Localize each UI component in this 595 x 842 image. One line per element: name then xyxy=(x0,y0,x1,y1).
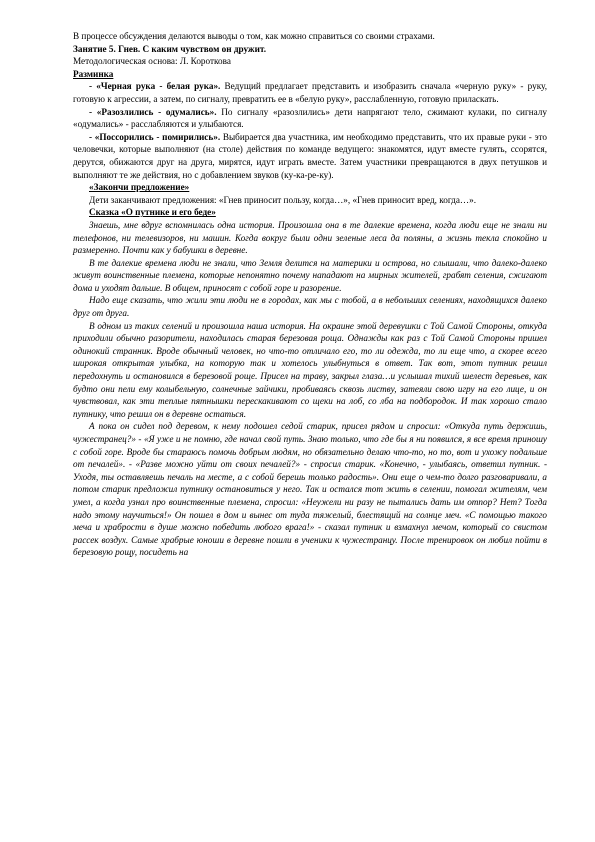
exercise-black-white-hand xyxy=(73,80,547,105)
exercise-title: - «Разозлились - одумались». xyxy=(89,106,217,117)
exercise-title: - «Черная рука - белая рука». xyxy=(89,81,221,92)
tale-paragraph: А пока он сидел под деревом, к нему подошел седой старик, присел рядом и спросил: «Откуда путь держишь, чужестранец?» - «Я уже и не помню, где начал свой путь. Знаю только, что где бы я ни появился, я все время приношу с собой горе. Вроде бы стараюсь помочь добрым людям, но обязательно делаю что-то, но то, вот и ухожу подальше от печалей». - «Разве можно уйти от своих печалей?» - спросил старик. «Конечно, - улыбаясь, ответил путник. - Уходя, ты оставляешь печаль на месте, а с собой берешь только радость». Они еще о чем-то долго разговаривали, а потом старик предложил путнику остановиться у него. Так и остался тот жить в селении, помогал жителям, чем умел, а когда узнал про воинственные племена, спросил: «Неужели ни разу не пытались дать им отпор? Нет? Тогда надо этому научиться!» Он пошел в дом и вынес от туда тяжелый, блестящий на солнце меч. «С помощью такого меча и храбрости в душе можно победить любого врага!» - сказал путник и взмахнул мечом, который со свистом рассек воздух. Самые храбрые юноши в деревне пошли в ученики к чужестранцу. После тренировок он любил пойти в березовую рощу, посидеть на xyxy=(73,421,547,558)
exercise-quarrel-reconcile xyxy=(73,131,547,181)
tale-paragraph: Знаешь, мне вдруг вспомнилась одна история. Произошла она в те далекие времена, когда люди еще не знали ни телефонов, ни телевизоров, ни машин. Когда вокруг были одни зеленые леса да поляны, а жизнь текла спокойно и размеренно. Почти как у бабушки в деревне. xyxy=(73,219,547,256)
exercise-title: - «Поссорились - помирились». xyxy=(89,131,221,142)
section-heading-tale: Сказка «О путнике и его беде» xyxy=(89,207,216,218)
methodology-line: Методологическая основа: Л. Короткова xyxy=(73,56,231,67)
tale-paragraph: В те далекие времена люди не знали, что Земля делится на материки и острова, но слышали, что далеко-далеко живут воинственные племена, которые непонятно почему нападают на мирных жителей, грабят селения, сжигают дома и уходят дальше. В общем, приносят с собой горе и разорение. xyxy=(73,257,547,293)
lesson-title: Занятие 5. Гнев. С каким чувством он дружит. xyxy=(73,43,266,54)
paragraph-finish-sentence: Дети заканчивают предложения: «Гнев приносит пользу, когда…», «Гнев приносит вред, когда…». xyxy=(89,194,476,205)
tale-paragraph: Надо еще сказать, что жили эти люди не в городах, как мы с тобой, а в небольших селениях, находящихся далеко друг от друга. xyxy=(73,295,547,319)
exercise-text: Выбирается два участника, им необходимо представить, что их правые руки - это человечки, которые выполняют (на столе) действия по команде ведущего: знакомятся, идут вместе гулять, ссорятся, дерутся, обижаются друг на друга, мирятся, идут играть вместе. Затем участники превращаются в двух петушков и выполняют те же действия, но с добавлением звуков (ку-ка-ре-ку). xyxy=(73,131,548,180)
exercise-text: Ведущий предлагает представить и изобразить сначала «черную руку» - руку, готовую к агрессии, а затем, по сигналу, превратить ее в «белую руку», расслабленную, готовую приласкать. xyxy=(73,81,548,104)
paragraph-intro: В процессе обсуждения делаются выводы о том, как можно справиться со своими страхами. xyxy=(73,31,435,41)
section-heading-warmup: Разминка xyxy=(73,68,114,79)
exercise-text: По сигналу «разозлились» дети напрягают тело, сжимают кулаки, по сигналу «одумались» - расслабляются и улыбаются. xyxy=(73,106,547,130)
section-heading-finish-sentence: «Закончи предложение» xyxy=(89,182,190,193)
exercise-angry-calm xyxy=(73,106,547,131)
tale-paragraph: В одном из таких селений и произошла наша история. На окраине этой деревушки с Той Самой Стороны, откуда приходили обычно разорители, находилась старая березовая роща. Однажды как раз с Той Самой Стороны пришел одинокий странник. Вроде обычный человек, но что-то отличало его, то ли одежда, то ли еще что, а скорее всего широкая открытая улыбка, на которую так и хотелось улыбнуться в ответ. Так вот, этот путник решил передохнуть и остановился в березовой роще. Присел на траву, закрыл глаза…и услышал тихий шелест деревьев, как будто они пели ему колыбельную, солнечные зайчики, пробиваясь сквозь листву, затеяли свою игру на его лице, и он чувствовал, как эти теплые пятнышки перескакивают со щеки на лоб, со лба на подбородок. И так хорошо стало путнику, что решил он в деревне остаться. xyxy=(73,320,547,419)
